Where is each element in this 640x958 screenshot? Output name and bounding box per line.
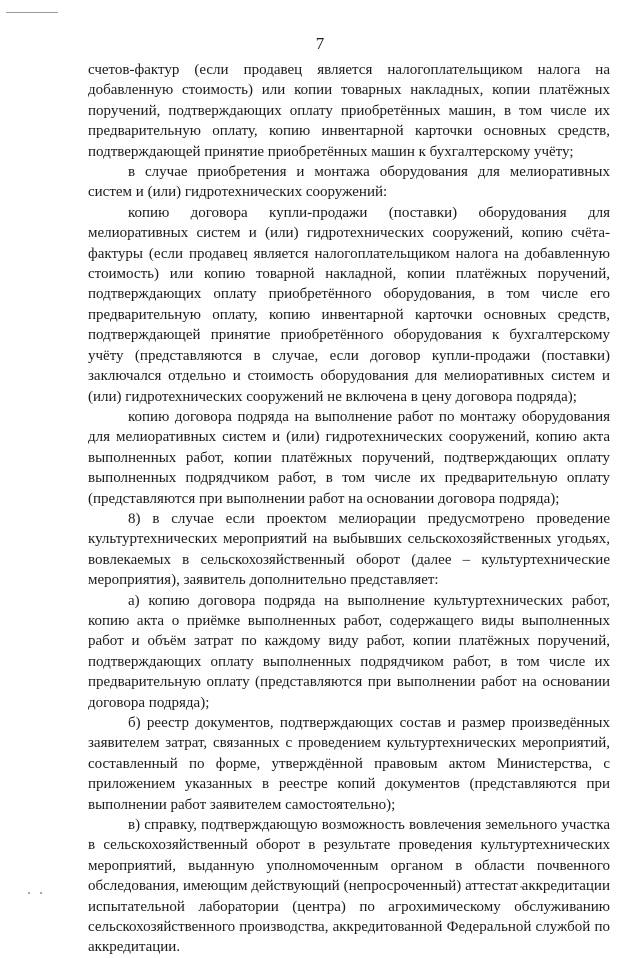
paragraph-equipment-purchase-docs: копию договора купли-продажи (поставки) оборудования для мелиоративных систем и (или) гидротехнических сооружений, копию счёта-фактуры (если продавец является налогоплательщиком налога на добавленную стоимость) или копию товарной накладной, копии платёжных поручений, подтверждающих оплату приобретённого оборудования, в том числе его предварительную оплату, копию инвентарной карточки основных средств, подтверждающей принятие приобретённого оборудования к бухгалтерскому учёту (представляются в случае, если договор купли-продажи (поставки) заключался отдельно и стоимость оборудования для мелиоративных систем и (или) гидротехнических сооружений не включена в цену договора подряда); <box>88 204 610 405</box>
paragraph-equipment-installation-docs: копию договора подряда на выполнение работ по монтажу оборудования для мелиоративных систем и (или) гидротехнических сооружений, копию акта выполненных работ, копии платёжных поручений, подтверждающих оплату выполненных подрядчиком работ, в том числе их предварительную оплату (представляются при выполнении работ на основании договора подряда); <box>88 408 610 507</box>
paragraph-subitem-v: в) справку, подтверждающую возможность вовлечения земельного участка в сельскохозяйственный оборот в результате проведения культуртехнических мероприятий, выданную уполномоченным органом в области почвенного обследования, имеющим действующий (непросроченный) аттестат аккредитации испытательной лаборатории (центра) по агрохимическому обслуживанию сельскохозяйственного производства, аккредитованной Федеральной службой по аккредитации. <box>88 817 610 956</box>
scan-artifact-dot <box>40 892 42 894</box>
paragraph-item-8: 8) в случае если проектом мелиорации предусмотрено проведение культуртехнических мероприятий на выбывших сельскохозяйственных угодьях, вовлекаемых в сельскохозяйственный оборот (далее – культуртехнические мероприятия), заявитель дополнительно представляет: <box>88 510 610 589</box>
paragraph-subitem-a: а) копию договора подряда на выполнение культуртехнических работ, копию акта о приёмке выполненных работ, содержащего виды выполненных работ и объём затрат по каждому виду работ, копии платёжных поручений, подтверждающих оплату выполненных подрядчиком работ, в том числе их предварительную оплату (представляются при выполнении работ на основании договора подряда); <box>88 592 610 711</box>
page-number: 7 <box>315 34 325 53</box>
scan-artifact-top-left <box>6 12 58 13</box>
paragraph-continuation: счетов-фактур (если продавец является налогоплательщиком налога на добавленную стоимость) или копии товарных накладных, копии платёжных поручений, подтверждающих оплату приобретённых машин, в том числе их предварительную оплату, копию инвентарной карточки основных средств, подтверждающей принятие приобретённых машин к бухгалтерскому учёту; <box>88 62 610 160</box>
scan-artifact-dot <box>28 892 30 894</box>
paragraph-equipment-case: в случае приобретения и монтажа оборудования для мелиоративных систем и (или) гидротехнических сооружений: <box>88 164 610 201</box>
paragraph-subitem-b: б) реестр документов, подтверждающих состав и размер произведённых заявителем затрат, связанных с проведением культуртехнических мероприятий, составленный по форме, утверждённой правовым актом Министерства, с приложением указанных в реестре копий документов (представляются при выполнении работ заявителем самостоятельно); <box>88 715 610 813</box>
document-body <box>88 60 610 958</box>
